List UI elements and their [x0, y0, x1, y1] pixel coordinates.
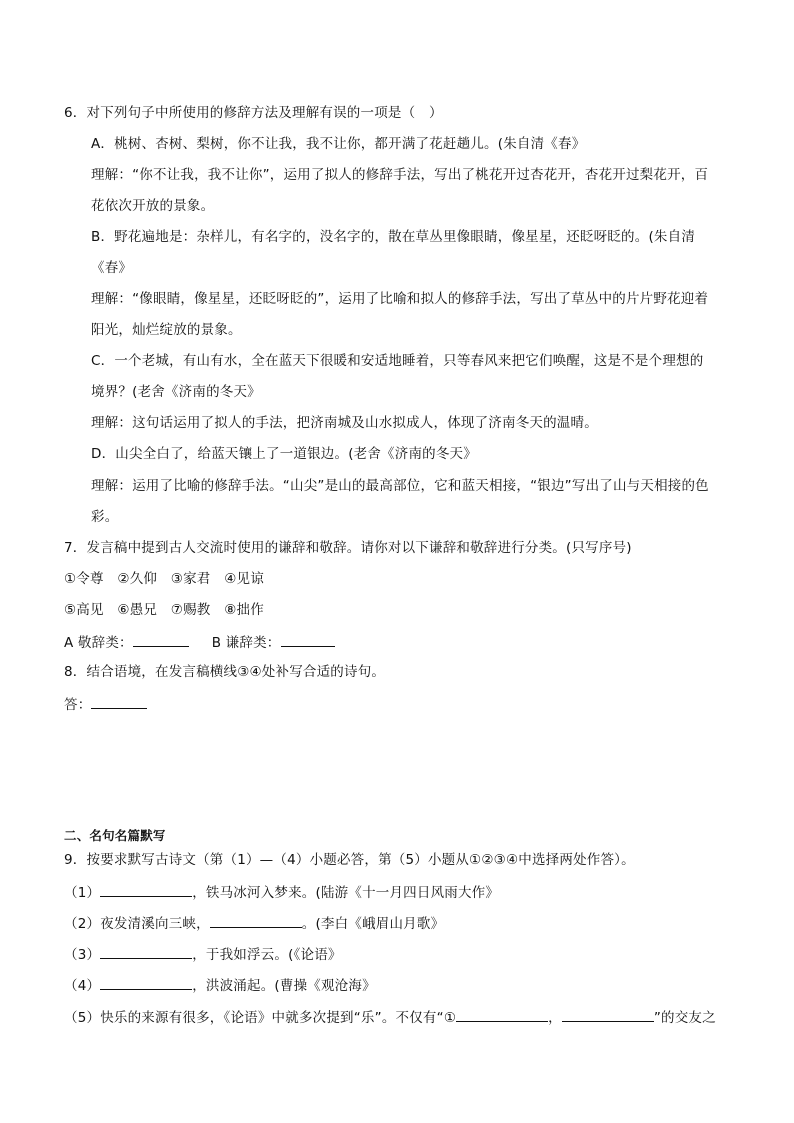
- q9-part-1: [64, 882, 499, 902]
- q9-part-2-suffix: 。(李白《峨眉山月歌》: [301, 916, 445, 932]
- q9-part-3-suffix: ，于我如浮云。(《论语》: [192, 947, 342, 963]
- q9-part-3: [64, 944, 342, 964]
- q6-option-b-cont: 《春》: [91, 260, 133, 276]
- q6-option-d-analysis-cont: 彩。: [91, 509, 119, 525]
- q9-part-2-blank[interactable]: [210, 913, 302, 928]
- q9-part-4-prefix: （4）: [64, 978, 101, 994]
- q6-option-c: C．一个老城，有山有水，全在蓝天下很暖和安适地睡着，只等春风来把它们唤醒，这是不是个理想的: [91, 353, 704, 369]
- q6-option-c-analysis: 理解：这句话运用了拟人的手法，把济南城及山水拟成人，体现了济南冬天的温晴。: [91, 415, 598, 431]
- q7-answer-row: [64, 632, 335, 652]
- q7-humble-label: B 谦辞类：: [211, 635, 281, 651]
- q9-part-5-prefix: （5）快乐的来源有很多，《论语》中就多次提到“乐”。不仅有“①: [64, 1010, 457, 1026]
- q9-part-1-blank[interactable]: [100, 882, 192, 897]
- q7-terms-row-2: ⑤高见 ⑥愚兄 ⑦赐教 ⑧拙作: [64, 602, 264, 618]
- q9-part-1-prefix: （1）: [64, 885, 101, 901]
- q9-part-2: [64, 913, 444, 933]
- q6-option-d-analysis: 理解：运用了比喻的修辞手法。“山尖”是山的最高部位，它和蓝天相接，“银边”写出了山与天相接的色: [91, 478, 709, 494]
- q8-answer-row: [64, 694, 147, 714]
- q9-part-3-prefix: （3）: [64, 947, 101, 963]
- q9-part-5: [64, 1007, 716, 1027]
- q9-part-4-blank[interactable]: [100, 975, 192, 990]
- q7-respect-blank[interactable]: [133, 632, 189, 647]
- q9-part-1-suffix: ，铁马冰河入梦来。(陆游《十一月四日风雨大作》: [192, 885, 500, 901]
- q7-stem: 7．发言稿中提到古人交流时使用的谦辞和敬辞。请你对以下谦辞和敬辞进行分类。(只写序号): [64, 540, 632, 556]
- q8-stem: 8．结合语境，在发言稿横线③④处补写合适的诗句。: [64, 664, 386, 680]
- q6-option-a-analysis: 理解：“你不让我，我不让你”，运用了拟人的修辞手法，写出了桃花开过杏花开，杏花开过梨花开，百: [91, 167, 709, 183]
- q7-humble-blank[interactable]: [281, 632, 335, 647]
- q6-option-a-analysis-cont: 花依次开放的景象。: [91, 198, 215, 214]
- q6-option-a: A．桃树、杏树、梨树，你不让我，我不让你，都开满了花赶趟儿。(朱自清《春》: [91, 136, 586, 152]
- q9-part-5-suffix: ”的交友之: [653, 1010, 716, 1026]
- q9-part-5-separator: ，: [548, 1010, 562, 1026]
- q9-part-2-prefix: （2）夜发清溪向三峡，: [64, 916, 210, 932]
- q6-option-d: D．山尖全白了，给蓝天镶上了一道银边。(老舍《济南的冬天》: [91, 446, 477, 462]
- q9-part-5-blank-1[interactable]: [456, 1007, 548, 1022]
- q6-option-b: B．野花遍地是：杂样儿，有名字的，没名字的，散在草丛里像眼睛，像星星，还眨呀眨的。(朱自清: [91, 229, 696, 245]
- q8-answer-blank[interactable]: [91, 694, 147, 709]
- q9-part-5-blank-2[interactable]: [562, 1007, 654, 1022]
- q7-respect-label: A 敬辞类：: [64, 635, 133, 651]
- q6-option-b-analysis: 理解：“像眼睛，像星星，还眨呀眨的”，运用了比喻和拟人的修辞手法，写出了草丛中的片片野花迎着: [91, 291, 709, 307]
- section-2-title: 二、名句名篇默写: [64, 828, 166, 843]
- q8-answer-label: 答：: [64, 697, 92, 713]
- q9-stem: 9．按要求默写古诗文（第（1）—（4）小题必答，第（5）小题从①②③④中选择两处作答）。: [64, 852, 635, 868]
- q6-option-b-analysis-cont: 阳光，灿烂绽放的景象。: [91, 322, 242, 338]
- q9-part-4: [64, 975, 376, 995]
- q6-option-c-cont: 境界？(老舍《济南的冬天》: [91, 384, 261, 400]
- q9-part-4-suffix: ，洪波涌起。(曹操《观沧海》: [192, 978, 376, 994]
- q7-terms-row-1: ①令尊 ②久仰 ③家君 ④见谅: [64, 571, 264, 587]
- q9-part-3-blank[interactable]: [100, 944, 192, 959]
- q6-stem: 6．对下列句子中所使用的修辞方法及理解有误的一项是（ ）: [64, 105, 443, 121]
